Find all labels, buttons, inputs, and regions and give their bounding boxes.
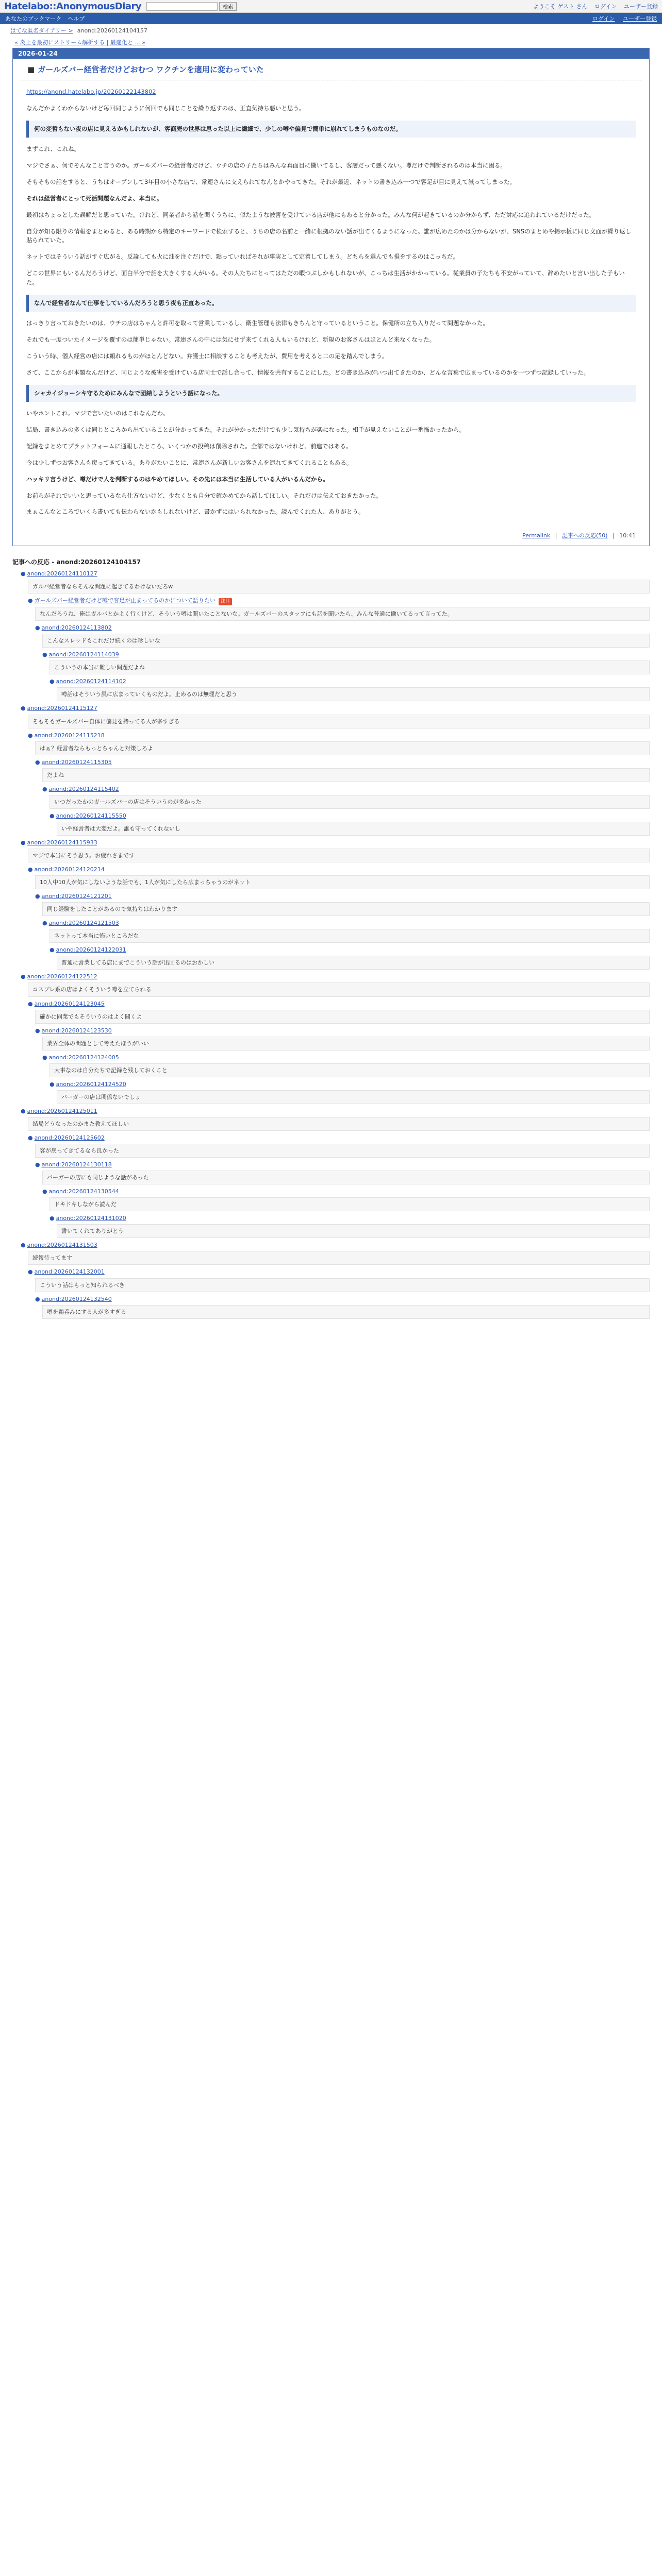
trackback-excerpt: 同じ経験をしたことがあるので気持ちはわかります: [42, 902, 650, 916]
bullet-icon: ●: [49, 1215, 55, 1222]
trackback-link[interactable]: anond:20260124132001: [34, 1268, 105, 1276]
trackback-excerpt: 噂話はそういう風に広まっていくものだよ。止めるのは無理だと思う: [57, 687, 650, 701]
trackback-item: [21, 838, 650, 862]
header-link-login[interactable]: ログイン: [594, 3, 617, 10]
entry-paragraph: こういう時、個人経営の店には頼れるものがほとんどない。弁護士に相談することも考えたが、費用を考えると二の足を踏んでしまう。: [26, 352, 388, 360]
trackback-link[interactable]: anond:20260124115127: [27, 705, 97, 712]
trackback-link[interactable]: anond:20260124115402: [48, 785, 119, 792]
trackback-excerpt: ネットって本当に怖いところだな: [49, 929, 650, 943]
trackback-item: [35, 1295, 650, 1319]
entry-paragraph: お前らがそれでいいと思っているなら仕方ないけど、少なくとも自分で確かめてから話してほしい。それだけは伝えておきたかった。: [26, 492, 382, 499]
trackback-excerpt: こういうの本当に難しい問題だよね: [49, 660, 650, 674]
bullet-icon: ●: [35, 1295, 40, 1302]
bullet-icon: ●: [49, 946, 55, 954]
trackback-excerpt: バーガーの店は関係ないでしょ: [57, 1090, 650, 1104]
trackback-link[interactable]: anond:20260124121503: [48, 920, 119, 927]
trackback-item: [28, 1133, 650, 1158]
bullet-icon: ●: [28, 1268, 33, 1276]
entry-paragraph: はっきり言っておきたいのは、ウチの店はちゃんと許可を取って営業しているし、衛生管理も法律もきちんと守っているということ。保健所の立ち入りだって問題なかった。: [26, 319, 489, 327]
trackback-link[interactable]: anond:20260124123045: [34, 1000, 105, 1007]
bullet-icon: ●: [35, 624, 40, 632]
trackback-item: [42, 785, 650, 809]
trackback-badge: 注目: [219, 598, 232, 605]
entry-paragraph: [26, 88, 636, 97]
breadcrumb: [0, 24, 662, 37]
trackback-link[interactable]: anond:20260124115933: [27, 839, 97, 846]
trackback-excerpt: そもそもガールズバー自体に偏見を持ってる人が多すぎる: [28, 715, 650, 728]
trackback-item: [35, 1026, 650, 1050]
user-nav-right: [586, 14, 657, 23]
bullet-icon: ●: [21, 839, 26, 846]
trackback-excerpt: 大事なのは自分たちで記録を残しておくこと: [49, 1063, 650, 1077]
entry: [12, 48, 650, 546]
bullet-icon: ●: [35, 1027, 40, 1034]
bullet-icon: ●: [35, 1161, 40, 1168]
trackback-excerpt: こういう話はもっと知られるべき: [35, 1278, 650, 1292]
nav-bookmarks[interactable]: あなたのブックマーク: [5, 15, 62, 22]
trackback-item: [49, 1214, 650, 1238]
entry-paragraph: どこの世界にもいるんだろうけど、面白半分で話を大きくする人がいる。その人たちにとってはただの暇つぶしかもしれないが、こっちは生活がかかっている。従業員の子たちも不安がっていて、辞めたいと言い出した子もいた。: [26, 269, 625, 286]
site-brand[interactable]: Hatelabo::AnonymousDiary: [4, 1, 142, 12]
trackbacks-header: 記事への反応 - anond:20260124104157: [12, 558, 141, 566]
trackback-link[interactable]: anond:20260124110127: [27, 570, 97, 578]
bullet-icon: ●: [49, 812, 55, 819]
trackback-excerpt: 結局どうなったのかまた教えてほしい: [28, 1117, 650, 1131]
trackback-item: [21, 569, 650, 594]
bullet-icon: ●: [42, 651, 47, 658]
trackback-item: [49, 677, 650, 701]
user-nav: [0, 13, 662, 24]
trackback-link[interactable]: anond:20260124130118: [41, 1161, 112, 1168]
trackback-excerpt: バーガーの店にも同じような話があった: [42, 1171, 650, 1184]
header-link-welcome[interactable]: ようこそ ゲスト さん: [533, 3, 588, 10]
bullet-icon: ●: [21, 705, 26, 712]
trackback-link[interactable]: anond:20260124120214: [34, 866, 105, 873]
trackback-excerpt: はぁ？経営者ならもっとちゃんと対策しろよ: [35, 741, 650, 755]
trackback-item: [28, 731, 650, 755]
header-link-register[interactable]: ユーザー登録: [624, 3, 658, 10]
trackback-item: [21, 972, 650, 996]
trackback-link[interactable]: ガールズバー経営者だけど噂で客足が止まってるのかについて語りたい: [34, 597, 216, 604]
trackback-excerpt: ガルバ経営者ならそんな問題に起きてるわけないだろw: [28, 580, 650, 594]
trackback-excerpt: 書いてくれてありがとう: [57, 1224, 650, 1238]
entry-paragraph: それは経営者にとって死活問題なんだよ、本当に。: [26, 194, 163, 202]
entry-paragraph: 今は少しずつお客さんも戻ってきている。ありがたいことに、常連さんが新しいお客さんを連れてきてくれることもある。: [26, 459, 353, 466]
bullet-icon: ●: [49, 1080, 55, 1088]
pager-links: [0, 37, 662, 48]
trackback-link[interactable]: anond:20260124114039: [48, 651, 119, 658]
trackback-item: [21, 1107, 650, 1131]
trackback-item: [35, 1160, 650, 1184]
trackback-item: [28, 999, 650, 1024]
nav-login[interactable]: ログイン: [592, 15, 615, 22]
trackback-link[interactable]: anond:20260124131020: [56, 1215, 126, 1222]
bullet-icon: ●: [28, 1000, 33, 1007]
trackback-excerpt: 続報待ってます: [28, 1251, 650, 1265]
trackback-item: [21, 1241, 650, 1265]
trackback-excerpt: いや経営者は大変だよ。誰も守ってくれないし: [57, 822, 650, 836]
trackback-item: [28, 596, 650, 621]
breadcrumb-home[interactable]: はてな匿名ダイアリー >: [10, 27, 73, 34]
bullet-icon: ●: [28, 1134, 33, 1141]
trackback-excerpt: ドキドキしながら読んだ: [49, 1197, 650, 1211]
bullet-icon: ●: [42, 1188, 47, 1195]
entry-paragraph: マジでさぁ、何でそんなこと言うのか。ガールズバーの経営者だけど、ウチの店の子たちはみんな真面目に働いてるし、客層だって悪くない。噂だけで判断されるのは本当に困る。: [26, 162, 506, 170]
bullet-icon: ●: [21, 570, 26, 578]
trackback-item: [42, 1053, 650, 1077]
bullet-icon: ●: [28, 866, 33, 873]
trackback-excerpt: いつだったかのガールズバーの店はそういうのが多かった: [49, 795, 650, 809]
trackback-excerpt: 業界全体の問題として考えたほうがいい: [42, 1037, 650, 1050]
site-header: [0, 0, 662, 13]
entry-paragraph: まずこれ、これね。: [26, 145, 80, 153]
bullet-icon: ●: [21, 973, 26, 980]
bullet-icon: ●: [42, 920, 47, 927]
trackback-item: [42, 919, 650, 943]
nav-help[interactable]: ヘルプ: [68, 15, 85, 22]
entry-time: 10:41: [619, 532, 636, 539]
entry-paragraph: ネットではそういう話がすぐ広がる。反論しても火に油を注ぐだけで、黙っていればそれが事実として定着してしまう。どちらを選んでも損をするのはこっちだ。: [26, 253, 459, 261]
bullet-icon: ●: [35, 893, 40, 900]
trackback-link[interactable]: anond:20260124115305: [41, 758, 112, 766]
header-links: [528, 2, 658, 10]
trackback-excerpt: こんなスレッドもこれだけ続くのは珍しいな: [42, 634, 650, 648]
bullet-icon: ●: [42, 1054, 47, 1061]
trackback-item: [42, 650, 650, 674]
entry-paragraph: 最初はちょっとした誤解だと思っていた。けれど、同業者から話を聞くうちに、似たような被害を受けている店が他にもあると分かった。みんな何が起きているのか分からず、ただ対応に追われているだけだった。: [26, 211, 595, 218]
entry-paragraph: いやホントこれ。マジで言いたいのはこれなんだわ。: [26, 410, 169, 417]
entry-paragraph: 記録をまとめてプラットフォームに通報したところ、いくつかの投稿は削除された。全部ではないけれど、前進ではある。: [26, 443, 352, 450]
trackback-item: [35, 758, 650, 782]
entry-paragraph: そもそもの話をすると、うちはオープンして3年目の小さな店で、常連さんに支えられてなんとかやってきた。それが最近、ネットの書き込み一つで客足が目に見えて減ってしまった。: [26, 178, 516, 186]
trackback-link[interactable]: anond:20260124123530: [41, 1027, 112, 1034]
trackback-link[interactable]: anond:20260124122512: [27, 973, 97, 980]
entry-body: [13, 80, 649, 527]
bullet-icon: ●: [21, 1242, 26, 1249]
trackback-excerpt: だよね: [42, 768, 650, 782]
bullet-icon: ●: [35, 758, 40, 766]
permalink[interactable]: Permalink: [522, 532, 551, 539]
trackback-item: [35, 892, 650, 916]
trackback-item: [35, 623, 650, 648]
trackback-link[interactable]: anond:20260124121201: [41, 893, 112, 900]
trackback-link[interactable]: anond:20260124125011: [27, 1107, 97, 1114]
trackback-item: [42, 1187, 650, 1211]
trackback-link[interactable]: anond:20260124114102: [56, 678, 126, 685]
bullet-icon: ●: [28, 597, 33, 604]
entry-title[interactable]: [20, 59, 642, 80]
trackback-link[interactable]: anond:20260124130544: [48, 1188, 119, 1195]
trackback-item: [28, 865, 650, 889]
trackback-item: [21, 704, 650, 728]
entry-highlight: なんで経営者なんて仕事をしているんだろうと思う夜も正直あった。: [26, 295, 636, 312]
trackback-link[interactable]: anond:20260124124005: [48, 1054, 119, 1061]
entry-source-link[interactable]: https://anond.hatelabo.jp/20260122143802: [26, 88, 156, 95]
trackback-item: [49, 811, 650, 836]
entry-title-text: ガールズバー経営者だけどおむつ ワクチンを適用に変わっていた: [38, 65, 264, 74]
reactions-link[interactable]: 記事への反応(50): [561, 532, 608, 539]
entry-paragraph: なんだかよくわからないけど毎回同じように何回でも同じことを繰り返すのは、正直気持ち悪いと思う。: [26, 104, 305, 112]
entry-paragraph: さて、ここからが本題なんだけど、同じような被害を受けている店同士で話し合って、情報を共有することにした。どの書き込みがいつ出てきたのか、どんな言葉で広まっているのかを一つずつ記録していった。: [26, 368, 590, 376]
entry-date: 2026-01-24: [13, 48, 649, 59]
trackback-item: [28, 1267, 650, 1292]
trackback-excerpt: コスプレ系の店はよくそういう噂を立てられる: [28, 982, 650, 996]
search-button[interactable]: 検索: [219, 2, 237, 11]
bullet-icon: ●: [42, 785, 47, 792]
bullet-icon: ●: [49, 678, 55, 685]
entry-paragraph: まぁこんなところでいくら書いても伝わらないかもしれないけど、書かずにはいられなかった。読んでくれた人、ありがとう。: [26, 508, 365, 516]
pager-link[interactable]: « 炎上を最初にストリーム解析する | 最適化と ... »: [14, 39, 146, 46]
trackback-excerpt: 10人中10人が気にしないような話でも、1人が気にしたら広まっちゃうのがネット: [35, 875, 650, 889]
entry-paragraph: 自分が知る限りの情報をまとめると、ある時期から特定のキーワードで検索すると、うちの店の名前と一緒に根拠のない話が出てくるようになった。誰が広めたのかは分からないが、SNSのまとめや掲示板に同じ文面が繰り返し貼られていた。: [26, 227, 632, 244]
trackback-item: [49, 1080, 650, 1104]
trackback-excerpt: 普通に営業してる店にまでこういう話が出回るのはおかしい: [57, 956, 650, 970]
trackback-link[interactable]: anond:20260124113802: [41, 624, 112, 632]
trackback-excerpt: 確かに同業でもそういうのはよく聞くよ: [35, 1010, 650, 1024]
trackback-excerpt: マジで本当にそう思う。お疲れさまです: [28, 849, 650, 862]
bullet-icon: ●: [21, 1107, 26, 1114]
trackback-link[interactable]: anond:20260124122031: [56, 946, 126, 954]
trackback-item: [49, 945, 650, 970]
entry-highlight: シャカイジョーシキ守るためにみんなで団結しようという話になった。: [26, 385, 636, 402]
trackback-excerpt: 客が戻ってきてるなら良かった: [35, 1144, 650, 1158]
entry-paragraph: 結局、書き込みの多くは同じところから出ていることが分かってきた。それが分かっただけでも少し気持ちが楽になった。相手が見えないことが一番怖かったから。: [26, 426, 465, 434]
entry-footer: Permalink | 記事への反応(50) | 10:41: [522, 532, 636, 539]
breadcrumb-current: anond:20260124104157: [77, 27, 147, 34]
trackback-excerpt: なんだろうね、俺はガルバとかよく行くけど、そういう噂は聞いたことないな。ガールズバーのスタッフにも話を聞いたら、みんな普通に働いてるって言ってた。: [35, 607, 650, 621]
entry-paragraph: ハッキリ言うけど、噂だけで人を判断するのはやめてほしい。その先には本当に生活している人がいるんだから。: [26, 475, 329, 483]
trackback-link[interactable]: anond:20260124124520: [56, 1080, 126, 1088]
trackback-link[interactable]: anond:20260124115218: [34, 732, 105, 739]
trackback-link[interactable]: anond:20260124132540: [41, 1295, 112, 1302]
trackback-list: [21, 569, 650, 1319]
trackback-link[interactable]: anond:20260124131503: [27, 1242, 97, 1249]
trackback-excerpt: 噂を鵜呑みにする人が多すぎる: [42, 1305, 650, 1319]
title-marker-icon: ■: [27, 65, 35, 74]
search-input[interactable]: [146, 2, 218, 11]
bullet-icon: ●: [28, 732, 33, 739]
trackback-link[interactable]: anond:20260124115550: [56, 812, 126, 819]
nav-register[interactable]: ユーザー登録: [623, 15, 657, 22]
entry-highlight: 何の変哲もない夜の店に見えるかもしれないが、客商売の世界は思った以上に繊細で、少しの噂や偏見で簡単に崩れてしまうものなのだ。: [26, 121, 636, 138]
entry-paragraph: それでも一度ついたイメージを覆すのは簡単じゃない。常連さんの中には気にせず来てくれる人もいるけれど、新規のお客さんはほとんど来なくなった。: [26, 336, 436, 344]
trackback-link[interactable]: anond:20260124125602: [34, 1134, 105, 1141]
